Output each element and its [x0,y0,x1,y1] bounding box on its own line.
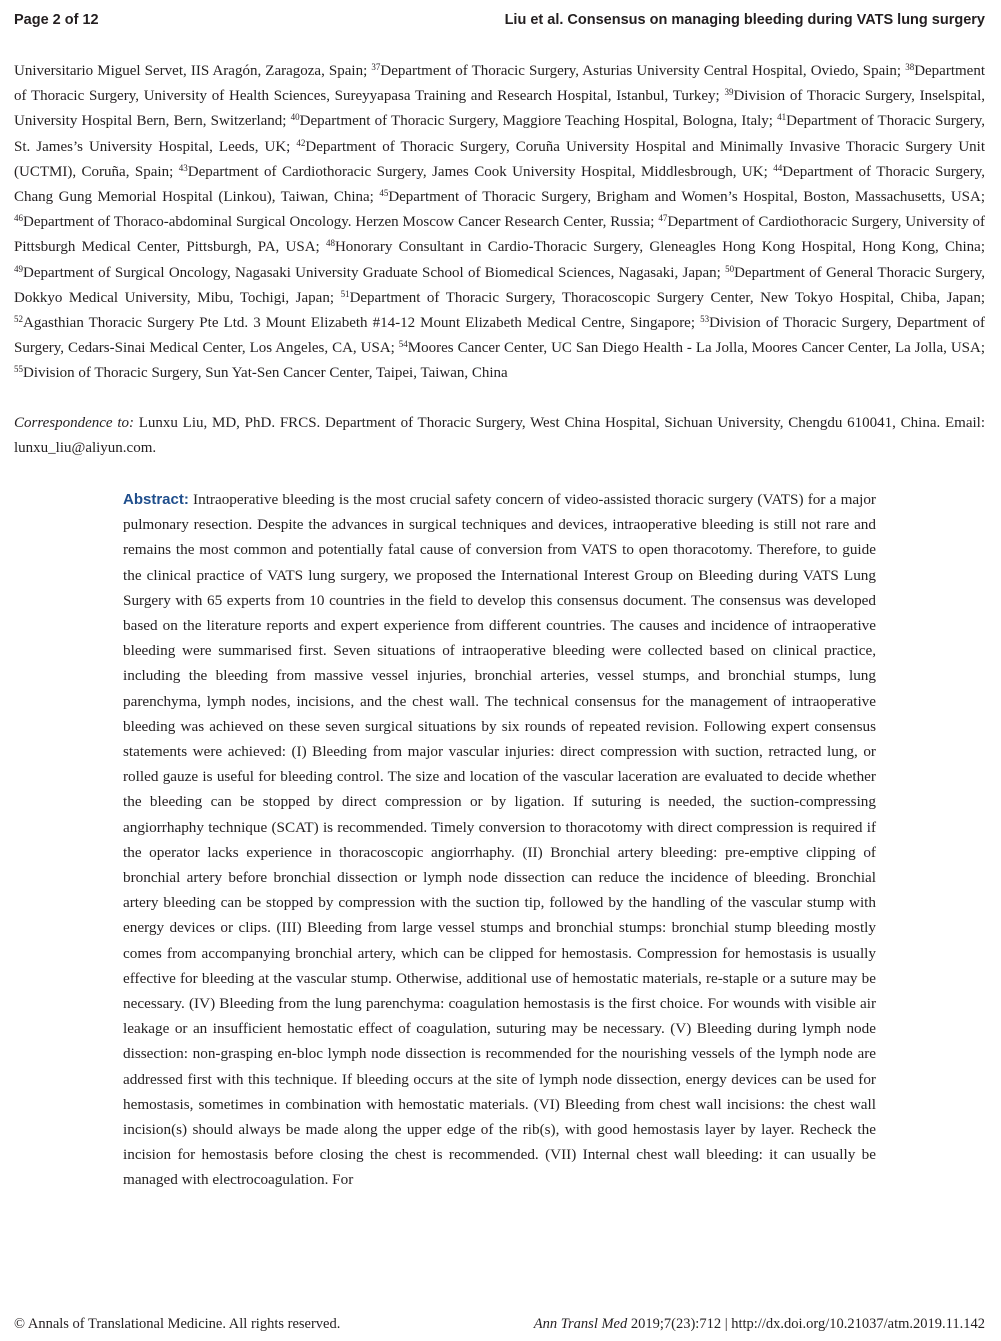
affiliation-text: Department of Thoracic Surgery, Chang Gung Memorial Hospital (Linkou), Taiwan, China; [14,163,985,206]
affiliation-number: 43 [178,162,188,173]
abstract-block [123,487,876,1193]
copyright-notice: © Annals of Translational Medicine. All rights reserved. [14,1316,341,1332]
affiliation-text: Department of Cardiothoracic Surgery, University of Pittsburgh Medical Center, Pittsburgh, PA, USA; [14,214,985,256]
affiliation-number: 45 [379,188,389,199]
journal-abbrev: Ann Transl Med [533,1316,628,1332]
affiliation-number: 42 [296,137,306,148]
affiliation-text: Department of Thoracic Surgery, Brigham and Women’s Hospital, Boston, Massachusetts, USA; [388,189,986,206]
affiliation-text: Department of Thoraco-abdominal Surgical Oncology. Herzen Moscow Cancer Research Center, Russia; [23,214,659,231]
correspondence-text: Lunxu Liu, MD, PhD. FRCS. Department of Thoracic Surgery, West China Hospital, Sichuan University, Chengdu 610041, China. Email: lunxu_liu@aliyun.com. [14,415,985,457]
affiliation-number: 37 [371,62,381,72]
correspondence-block [14,411,985,461]
affiliation-number: 47 [658,213,668,224]
affiliation-text: Universitario Miguel Servet, IIS Aragón, Zaragoza, Spain; [14,63,372,79]
affiliation-text: Department of Thoracic Surgery, St. James’s University Hospital, Leeds, UK; [14,113,985,155]
affiliation-text: Division of Thoracic Surgery, Sun Yat-Sen Cancer Center, Taipei, Taiwan, China [23,365,508,382]
affiliation-text: Department of Cardiothoracic Surgery, James Cook University Hospital, Middlesbrough, UK; [187,163,774,180]
affiliation-text: Division of Thoracic Surgery, Inselspital, University Hospital Bern, Bern, Switzerland; [14,88,985,130]
affiliation-text: Department of Thoracic Surgery, Maggiore Teaching Hospital, Bologna, Italy; [299,113,778,130]
correspondence-label: Correspondence to: [14,415,135,431]
citation-line [534,1316,985,1333]
citation-details: 2019;7(23):712 | http://dx.doi.org/10.21037/atm.2019.11.142 [627,1316,985,1332]
abstract-text: Intraoperative bleeding is the most crucial safety concern of video-assisted thoracic surgery (VATS) for a major pulmonary resection. Despite the advances in surgical techniques and devices, intraoperative bleeding is still not rare and remains the most common and potentially fatal cause of conversion from VATS to open thoracotomy. Therefore, to guide the clinical practice of VATS lung surgery, we proposed the International Interest Group on Bleeding during VATS Lung Surgery with 65 experts from 10 countries in the field to develop this consensus document. The consensus was developed based on the literature reports and expert experience from different countries. The causes and incidence of intraoperative bleeding were summarised first. Seven situations of intraoperative bleeding were collected based on clinical practice, including the bleeding from massive vessel injuries, bronchial arteries, vessel stumps, and bronchial stumps, lung parenchyma, lymph nodes, incisions, and the chest wall. The technical consensus for the management of intraoperative bleeding was achieved on these seven surgical situations by six rounds of repeated revision. Following expert consensus statements were achieved: (I) Bleeding from major vascular injuries: direct compression with suction, retracted lung, or rolled gauze is useful for bleeding control. The size and location of the vascular laceration are evaluated to decide whether the bleeding can be stopped by direct compression or by ligation. If suturing is needed, the suction-compressing angiorrhaphy technique (SCAT) is recommended. Timely conversion to thoracotomy with direct compression is required if the operator lacks experience in thoracoscopic angiorrhaphy. (II) Bronchial artery bleeding: pre-emptive clipping of bronchial artery before bronchial dissection or lymph node dissection can reduce the incidence of bleeding. Bronchial artery bleeding can be stopped by compression with the suction tip, followed by the handling of the vascular stump with energy devices or clips. (III) Bleeding from large vessel stumps and bronchial stumps: bronchial stump bleeding mostly comes from accompanying bronchial artery, which can be clipped for hemostasis. Compression for hemostasis is usually effective for bleeding at the vascular stump. Otherwise, additional use of hemostatic materials, re-staple or a suture may be necessary. (IV) Bleeding from the lung parenchyma: coagulation hemostasis is the first choice. For wounds with visible air leakage or an insufficient hemostatic effect of coagulation, suturing may be necessary. (V) Bleeding during lymph node dissection: non-grasping en-bloc lymph node dissection is recommended for the nourishing vessels of the lymph node are addressed first with this technique. If bleeding occurs at the site of lymph node dissection, energy devices can be used for hemostasis, sometimes in combination with hemostatic materials. (VI) Bleeding from chest wall incisions: the chest wall incision(s) should always be made along the upper edge of the rib(s), with good hemostasis layer by layer. Recheck the incision for hemostasis before closing the chest is recommended. (VII) Internal chest wall bleeding: it can usually be managed with electrocoagulation. For [123,491,876,1189]
affiliation-number: 38 [905,62,915,72]
affiliation-text: Honorary Consultant in Cardio-Thoracic Surgery, Gleneagles Hong Kong Hospital, Hong Kong, China; [334,239,985,256]
affiliation-text: Department of Thoracic Surgery, University of Health Sciences, Sureyyapasa Training and Research Hospital, Istanbul, Turkey; [14,63,985,105]
affiliation-text: Agasthian Thoracic Surgery Pte Ltd. 3 Mount Elizabeth #14-12 Mount Elizabeth Medical Centre, Singapore; [23,315,701,332]
affiliation-text: Department of Surgical Oncology, Nagasaki University Graduate School of Biomedical Sciences, Nagasaki, Japan; [23,264,726,281]
affiliation-number: 50 [725,263,735,274]
affiliation-number: 39 [724,87,734,98]
affiliation-text: Department of Thoracic Surgery, Coruña University Hospital and Minimally Invasive Thoracic Surgery Unit (UCTMI), Coruña, Spain; [14,138,985,180]
affiliation-text: Department of Thoracic Surgery, Thoracoscopic Surgery Center, New Tokyo Hospital, Chiba, Japan; [349,289,985,306]
affiliation-number: 51 [340,288,350,299]
affiliation-number: 41 [777,112,787,123]
affiliation-number: 40 [290,112,300,123]
affiliation-number: 46 [14,213,23,224]
page-footer [14,1316,985,1334]
affiliation-number: 54 [398,339,408,350]
affiliation-number: 55 [14,364,23,375]
affiliation-number: 44 [773,162,783,173]
affiliation-number: 49 [14,263,23,274]
affiliation-text: Department of Thoracic Surgery, Asturias University Central Hospital, Oviedo, Spain; [380,63,906,79]
affiliation-text: Moores Cancer Center, UC San Diego Health - La Jolla, Moores Cancer Center, La Jolla, USA; [407,340,985,357]
affiliation-number: 52 [14,314,23,325]
page-number: Page 2 of 12 [14,12,99,28]
running-title: Liu et al. Consensus on managing bleeding during VATS lung surgery [504,12,985,28]
affiliation-number: 53 [700,314,710,325]
affiliation-number: 48 [325,238,335,249]
affiliation-text: Division of Thoracic Surgery, Department of Surgery, Cedars-Sinai Medical Center, Los Angeles, CA, USA; [14,315,985,357]
running-header [14,12,985,32]
affiliation-text: Department of General Thoracic Surgery, Dokkyo Medical University, Mibu, Tochigi, Japan; [14,264,985,306]
abstract-label: Abstract: [123,491,189,508]
affiliations-block [14,59,985,387]
